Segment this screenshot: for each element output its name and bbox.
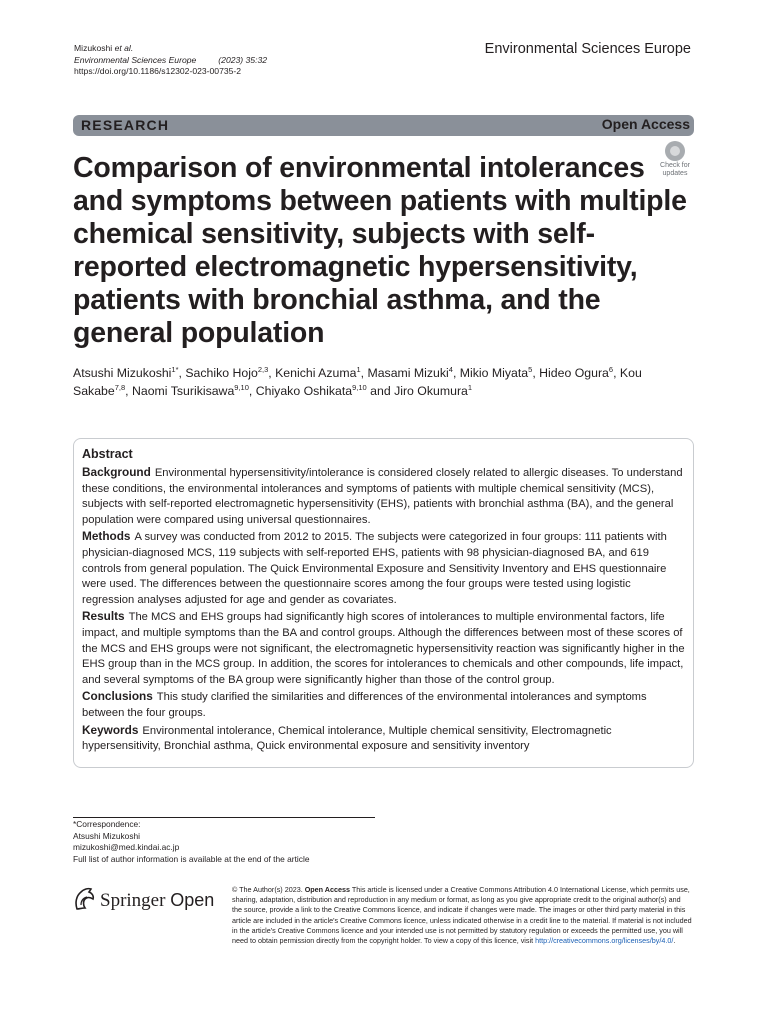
author-separator: , [248,384,256,398]
correspondence-email[interactable]: mizukoshi@med.kindai.ac.jp [73,842,180,853]
springer-text: Springer [100,890,166,911]
article-type-bar [73,115,694,136]
license-suffix: . [673,936,676,946]
check-updates-text [656,162,694,178]
journal-name: Environmental Sciences Europe [484,41,691,57]
author-affiliation: 9,10 [352,382,367,392]
article-title: Comparison of environmental intolerances and symptoms between patients with multiple chemical sensitivity, subjects with self-reported electromagnetic hypersensitivity, patients with bronchial asthma, and the general population [73,152,687,349]
author-separator: , [178,366,186,380]
author-name[interactable]: Naomi Tsurikisawa [132,384,235,398]
author-separator: , [613,366,620,380]
license-text: This article is licensed under a Creative Commons Attribution 4.0 International License, which permits use, sharing, adaptation, distribution and reproduction in any medium or format, as long as you give appropriate credit to the original author(s) and the source, provide a link to the Creative Commons licence, and indicate if changes were made. The images or other third party material in this article are included in the article's Creative Commons licence, unless indicated otherwise in a credit line to the material. If material is not included in the article's Creative Commons licence and your intended use is not permitted by statutory regulation or exceeds the permitted use, you will need to obtain permission directly from the copyright holder. To view a copy of this licence, visit [232,885,692,946]
abstract-keywords [82,723,685,755]
license-open-access: Open Access [304,885,350,894]
header-author: Mizukoshi [74,43,115,53]
author-name[interactable]: Kenichi Azuma [275,366,357,380]
author-name[interactable]: Jiro Okumura [394,384,468,398]
abstract-box [73,438,694,768]
conclusions-label: Conclusions [82,689,153,704]
correspondence [73,819,310,865]
author-name[interactable]: Mikio Miyata [459,366,529,380]
license-copyright: © The Author(s) 2023. [232,885,305,894]
check-updates-line1: Check for [660,162,690,169]
correspondence-label: *Correspondence: [73,819,141,829]
abstract-results [82,609,685,688]
methods-label: Methods [82,529,131,544]
footnote-divider [73,817,375,818]
license-statement [232,885,692,946]
article-type: RESEARCH [81,117,170,133]
author-separator: , [125,384,132,398]
open-access-label: Open Access [601,116,690,132]
correspondence-name: Atsushi Mizukoshi [73,830,141,841]
author-name[interactable]: Atsushi Mizukoshi [73,366,172,380]
keywords-text: Environmental intolerance, Chemical intolerance, Multiple chemical sensitivity, Electromagnetic hypersensitivity, Bronchial asthma, Quick environmental exposure and sensitivity inventory [82,724,612,753]
springer-horse-icon [73,885,97,913]
author-separator: , [532,366,540,380]
methods-text: A survey was conducted from 2012 to 2015. The subjects were categorized in four groups: 111 patients with physician-diagnosed MCS, 119 subjects with self-reported EHS, patients with 98 physician-diagnosed BA, and 619 controls from general population. The Quick Environmental Exposure and Sensitivity Inventory and EHS questionnaire were used. The differences between the questionnaire scores among the four groups were tested using logistic regression analyses adjusted for age and gender as covariates. [82,531,667,606]
author-name[interactable]: Masami Mizuki [367,366,449,380]
abstract-methods [82,529,685,608]
author-affiliation: 1 [467,382,473,392]
header-authors [74,43,267,55]
author-affiliation: 6 [608,364,614,374]
results-label: Results [82,609,125,624]
author-separator: , [360,366,368,380]
author-affiliation: 9,10 [234,382,249,392]
check-updates-icon [665,141,685,161]
author-name[interactable]: Chiyako Oshikata [255,384,353,398]
header-citation-line [74,55,267,67]
author-affiliation: 4 [448,364,453,374]
check-for-updates-badge[interactable] [656,141,694,179]
author-affiliation: 1 [356,364,361,374]
author-list [73,364,693,400]
results-text: The MCS and EHS groups had significantly high scores of intolerances to multiple environmental factors, life impact, and multiple symptoms than the BA and control groups. Although the differences between most of these scores of the MCS and EHS groups were not significant, the electromagnetic hypersensitivity reaction was significantly higher in the EHS group than in the MCS group. In addition, the scores for intolerances to chemicals and other compounds, life impact, and several symptoms of the BA group were significantly higher than those of the control group. [82,611,685,686]
author-info-note: Full list of author information is available at the end of the article [73,853,310,864]
author-affiliation: 7,8 [114,382,126,392]
author-name[interactable]: Sachiko Hojo [185,366,258,380]
check-updates-line2: updates [662,170,688,177]
author-name[interactable]: Kou Sakabe [73,366,642,398]
author-affiliation: 1* [171,364,179,374]
background-label: Background [82,465,151,479]
abstract-conclusions [82,689,685,721]
background-text: Environmental hypersensitivity/intolerance is considered closely related to allergic diseases. To understand these conditions, the environmental intolerances and symptoms of patients with multiple chemical sensitivity (MCS), subjects with self-reported electromagnetic hypersensitivity (EHS), patients with bronchial asthma (BA), and the general population were compared using universal questionnaires. [82,467,683,526]
license-link[interactable]: http://creativecommons.org/licenses/by/4.0/ [535,936,674,946]
author-affiliation: 2,3 [257,364,269,374]
header-et-al: et al. [114,43,134,53]
conclusions-text: This study clarified the similarities and differences of the environmental intolerances and symptoms between the four groups. [82,691,647,719]
abstract-heading: Abstract [82,447,133,461]
header-citation: (2023) 35:32 [218,54,268,65]
author-name[interactable]: Hideo Ogura [539,366,609,380]
springer-wordmark [100,890,214,912]
author-separator: , [452,366,460,380]
running-header [74,43,267,78]
springer-open-logo[interactable] [73,885,223,915]
keywords-label: Keywords [82,722,139,737]
author-separator: and [366,384,395,398]
header-doi[interactable]: https://doi.org/10.1186/s12302-023-00735-2 [74,66,242,76]
author-separator: , [268,366,276,380]
abstract-background [82,465,685,528]
open-text: Open [170,890,215,910]
author-affiliation: 5 [528,364,533,374]
header-journal: Environmental Sciences Europe [74,54,197,65]
